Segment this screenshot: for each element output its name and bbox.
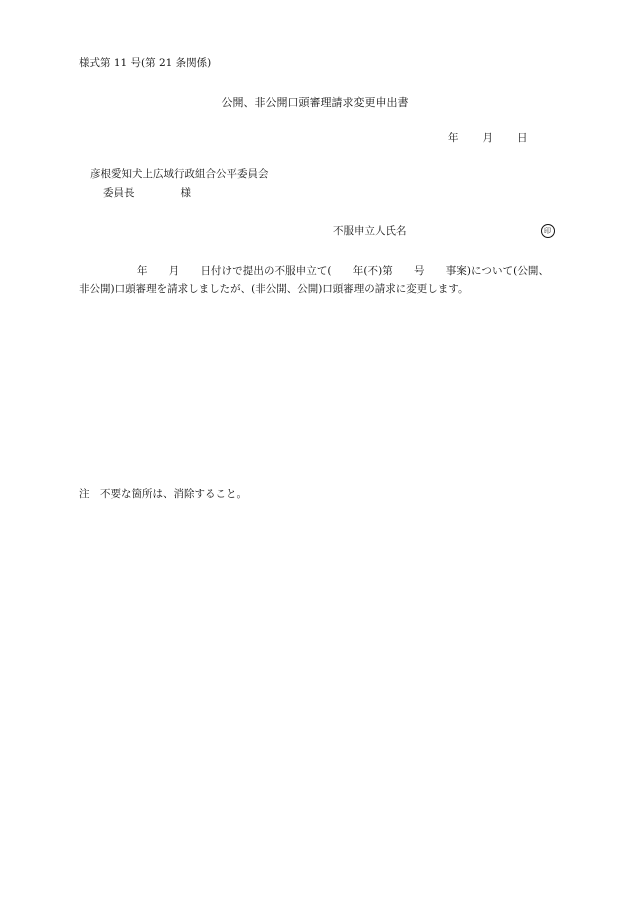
applicant-row	[333, 224, 555, 238]
addressee: 彦根愛知犬上広域行政組合公平委員会	[90, 168, 269, 180]
chair-honorific: 様	[180, 187, 191, 199]
form-number: 様式第 11 号(第 21 条関係)	[79, 57, 212, 69]
body-text: 年 月 日付けで提出の不服申立て( 年(不)第 号 事案)について(公開、非公開)口頭審理を請求しましたが、(非公開、公開)口頭審理の請求に変更します。	[79, 265, 549, 295]
chair-title: 委員長	[103, 187, 135, 199]
note: 注 不要な箇所は、消除すること。	[79, 488, 247, 500]
document-title: 公開、非公開口頭審理請求変更申出書	[221, 96, 409, 109]
chair-row	[103, 186, 191, 200]
year-label: 年	[448, 132, 459, 144]
month-label: 月	[482, 132, 493, 144]
seal-mark: 印	[541, 224, 555, 238]
day-label: 日	[517, 132, 528, 144]
date-row	[448, 131, 528, 145]
applicant-label: 不服申立人氏名	[333, 225, 407, 237]
